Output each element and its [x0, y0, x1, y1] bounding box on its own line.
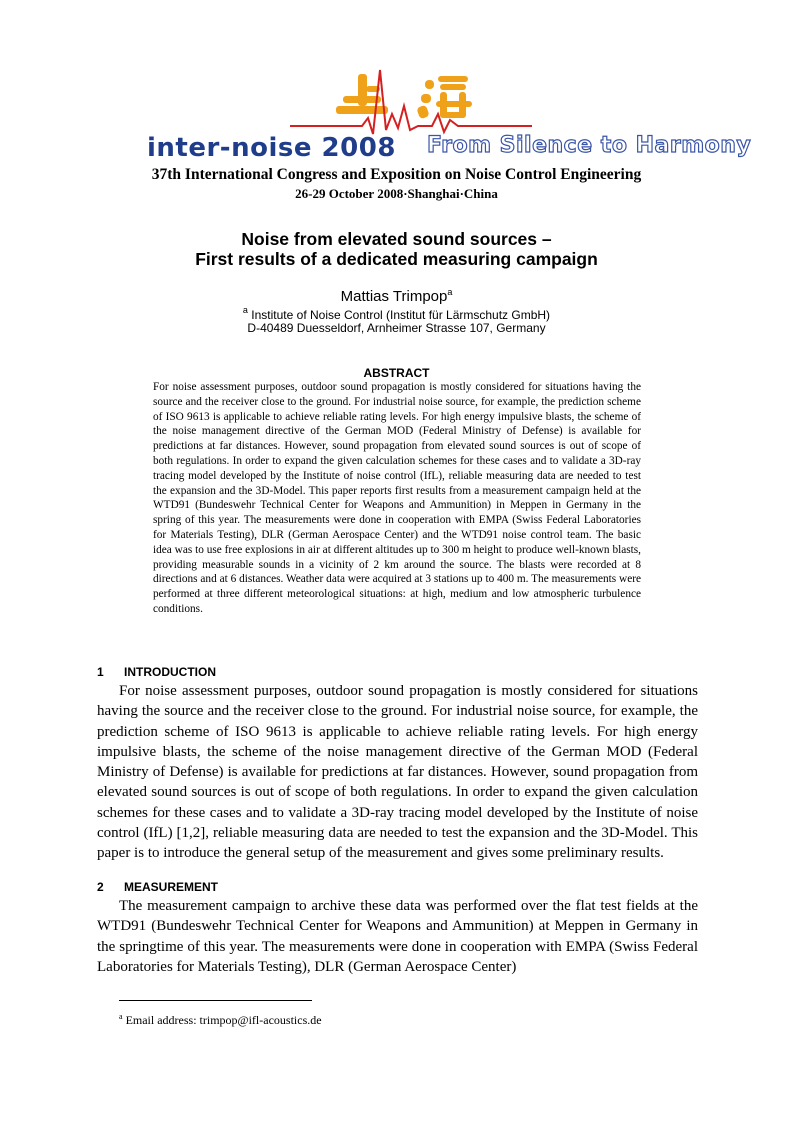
section-number: 2	[97, 880, 104, 894]
abstract-text: For noise assessment purposes, outdoor sound propagation is mostly considered for situations having the source and the receiver close to the ground. For industrial noise source, for example, the prediction scheme of ISO 9613 is applicable to achieve reliable rating levels. For high energy impulsive blasts, the scheme of the noise management directive of the German MOD (Federal Ministry of Defense) is available for predictions at far distances. However, sound propagation from elevated sound sources is out of scope of both regulations. In order to expand the given calculation schemes for these cases and to validate a 3D-ray tracing model developed by the Institute of noise control (IfL), reliable measuring data are needed to test the expansion and the 3D-Model. This paper reports first results from a measurement campaign held at the WTD91 (Bundeswehr Technical Center for Weapons and Ammunition) in Meppen in Germany in the spring of this year. The measurements were done in cooperation with EMPA (Swiss Federal Laboratories for Materials Testing), DLR (German Aerospace Center) and the WTD91 noise control team. The basic idea was to use free explosions in air at different altitudes up to 300 m height to produce well-known blasts, providing measurable sounds in a vicinity of 2 km around the source. The blasts were recorded at 8 directions and at 6 distances. Weather data were acquired at 3 stations up to 400 m. The measurements were performed at three different meteorological situations: at high, medium and low atmospheric turbulence conditions.	[153, 381, 641, 615]
conference-logo-text: inter-noise 2008	[147, 133, 396, 163]
section-number: 1	[97, 665, 104, 679]
congress-title: 37th International Congress and Exposition on Noise Control Engineering	[151, 166, 642, 183]
paper-title-line-2: First results of a dedicated measuring campaign	[195, 249, 598, 269]
section-title: INTRODUCTION	[124, 665, 216, 679]
footnote	[119, 1012, 322, 1028]
affiliation-line-2: D-40489 Duesseldorf, Arnheimer Strasse 107, Germany	[247, 321, 546, 335]
waveform-icon	[290, 70, 532, 134]
abstract-heading: ABSTRACT	[363, 366, 430, 380]
affiliation-institute: Institute of Noise Control (Institut für Lärmschutz GmbH)	[251, 308, 551, 322]
congress-dates-location: 26-29 October 2008·Shanghai·China	[295, 186, 498, 201]
author-line	[0, 287, 793, 305]
affiliation-line-1	[0, 305, 793, 322]
footnote-text: Email address: trimpop@ifl-acoustics.de	[125, 1013, 322, 1027]
section-body-measurement: The measurement campaign to archive these data was performed over the flat test fields at the WTD91 (Bundeswehr Technical Center for Weapons and Ammunition) at Meppen in Germany in the springtime of this year. The measurements were done in cooperation with EMPA (Swiss Federal Laboratories for Materials Testing), DLR (German Aerospace Center)	[97, 898, 698, 975]
section-title: MEASUREMENT	[124, 880, 219, 894]
footnote-divider	[119, 1000, 312, 1001]
conference-logo	[140, 68, 752, 168]
section-heading-introduction	[97, 665, 216, 679]
section-body-introduction: For noise assessment purposes, outdoor sound propagation is mostly considered for situations having the source and the receiver close to the ground. For industrial noise source, for example, the prediction scheme of ISO 9613 is applicable to achieve reliable rating levels. For high energy impulsive blasts, the scheme of the noise management directive of the German MOD (Federal Ministry of Defense) is available for predictions at far distances. However, sound propagation from elevated sound sources is out of scope of both regulations. In order to expand the given calculation schemes for these cases and to validate a 3D-ray tracing model developed by the Institute of noise control (IfL) [1,2], reliable measuring data are needed to test the expansion and the 3D-Model. This paper is to introduce the general setup of the measurement and gives some preliminary results.	[97, 683, 698, 862]
shanghai-calligraphy-icon	[336, 74, 472, 119]
author-name: Mattias Trimpop	[340, 288, 448, 305]
affiliation-mark: a	[242, 305, 248, 315]
section-heading-measurement	[97, 880, 218, 894]
author-affiliation-mark: a	[447, 287, 453, 297]
conference-slogan: From Silence to Harmony	[427, 133, 752, 158]
paper-title-line-1: Noise from elevated sound sources –	[241, 229, 552, 249]
footnote-mark: a	[119, 1012, 123, 1021]
